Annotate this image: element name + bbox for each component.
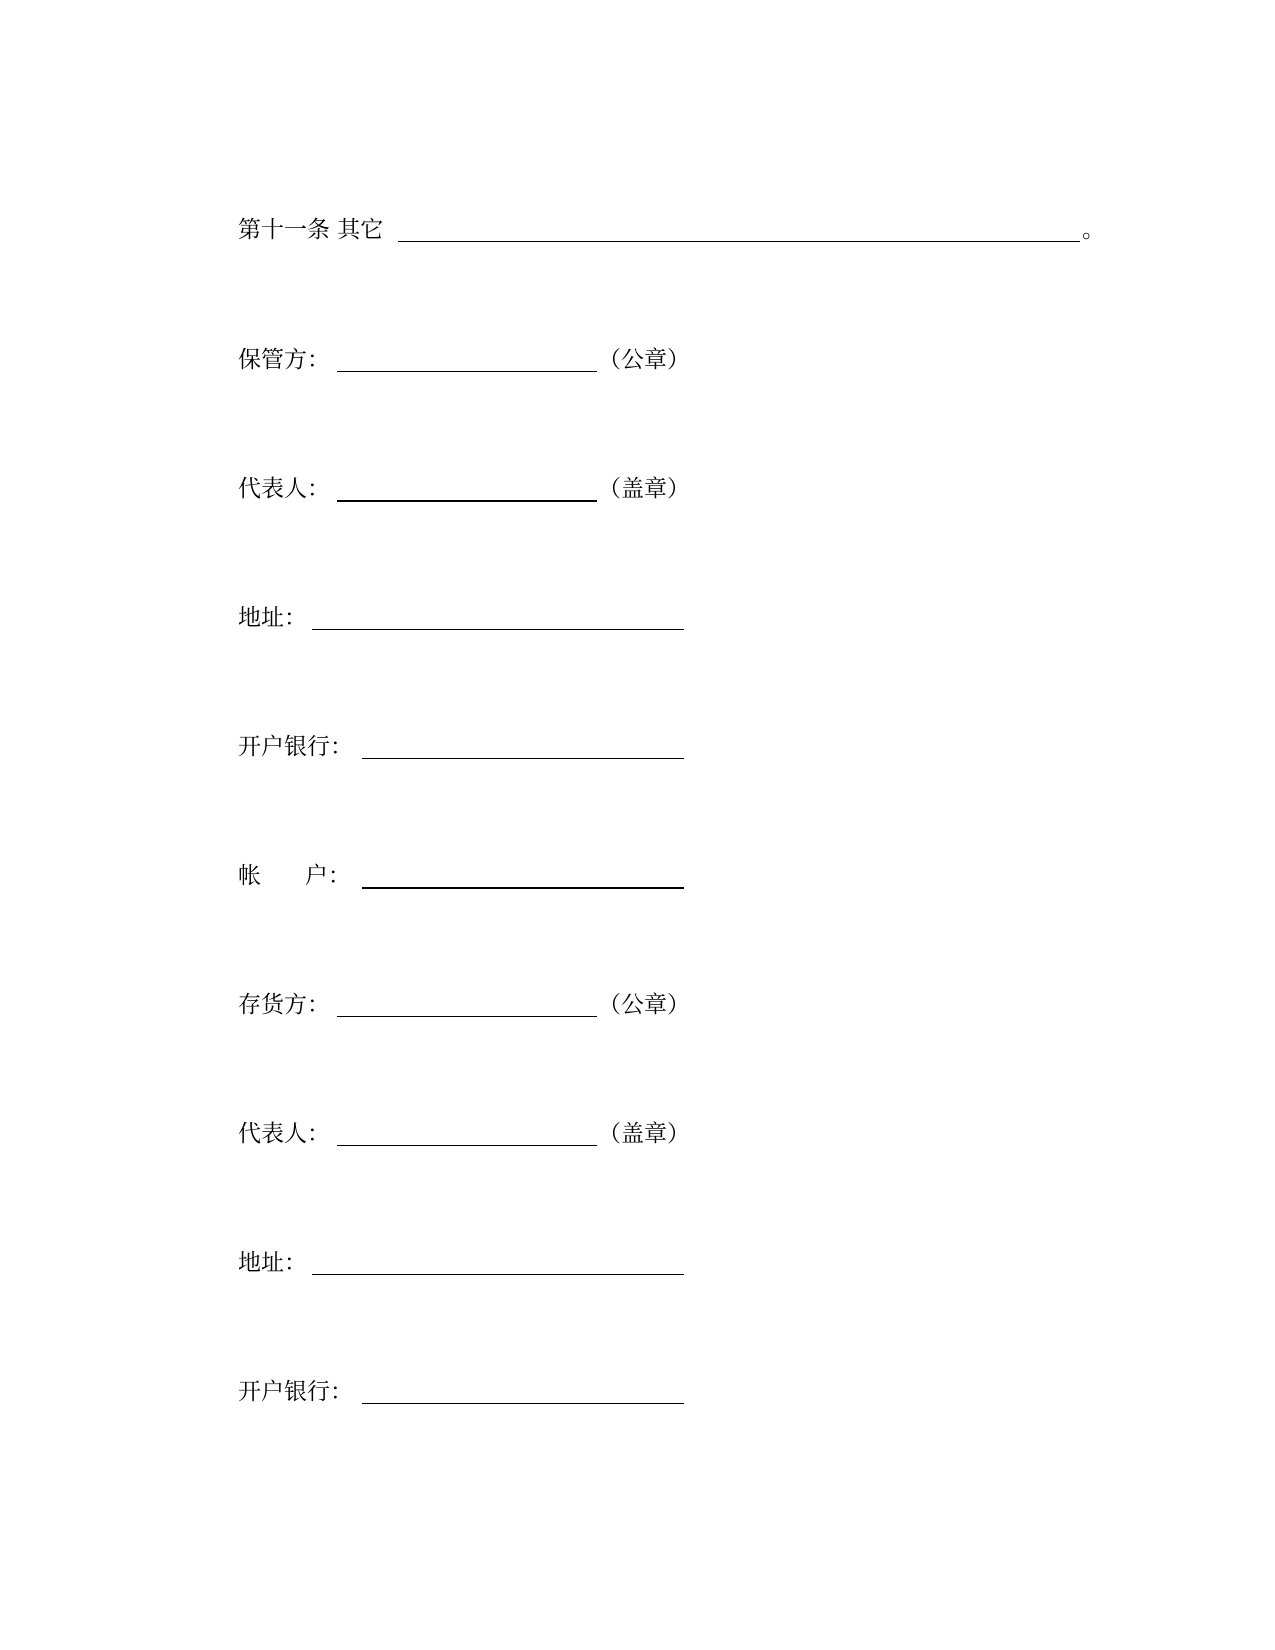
depositor-party-row [238, 990, 698, 1030]
custodian-rep-blank[interactable] [337, 500, 597, 502]
clause-eleven-blank[interactable] [398, 241, 1080, 242]
depositor-address-blank[interactable] [312, 1274, 684, 1275]
depositor-rep-label: 代表人： [238, 1121, 330, 1147]
custodian-bank-blank[interactable] [362, 758, 684, 759]
clause-eleven-label: 第十一条 其它 [238, 217, 384, 243]
depositor-party-blank[interactable] [337, 1016, 597, 1017]
custodian-party-blank[interactable] [337, 371, 597, 372]
depositor-rep-blank[interactable] [337, 1145, 597, 1146]
depositor-bank-row [238, 1377, 698, 1417]
depositor-party-seal: （公章） [598, 992, 690, 1018]
custodian-account-blank[interactable] [362, 887, 684, 889]
custodian-rep-label: 代表人： [238, 476, 330, 502]
custodian-account-row [238, 861, 698, 901]
depositor-rep-seal: （盖章） [598, 1121, 690, 1147]
custodian-rep-seal: （盖章） [598, 476, 690, 502]
custodian-party-row [238, 345, 698, 385]
depositor-address-row [238, 1248, 698, 1288]
custodian-account-label: 帐 户： [238, 863, 351, 889]
custodian-bank-label: 开户银行： [238, 734, 353, 760]
custodian-address-row [238, 603, 698, 643]
depositor-party-label: 存货方： [238, 992, 330, 1018]
custodian-party-label: 保管方： [238, 347, 330, 373]
clause-end-mark: 。 [1082, 217, 1105, 243]
depositor-bank-label: 开户银行： [238, 1379, 353, 1405]
depositor-rep-row [238, 1119, 698, 1159]
depositor-bank-blank[interactable] [362, 1403, 684, 1404]
custodian-rep-row [238, 474, 698, 514]
depositor-address-label: 地址： [238, 1250, 307, 1276]
custodian-party-seal: （公章） [598, 347, 690, 373]
custodian-address-label: 地址： [238, 605, 307, 631]
clause-eleven-row [238, 215, 1105, 255]
custodian-bank-row [238, 732, 698, 772]
custodian-address-blank[interactable] [312, 629, 684, 630]
